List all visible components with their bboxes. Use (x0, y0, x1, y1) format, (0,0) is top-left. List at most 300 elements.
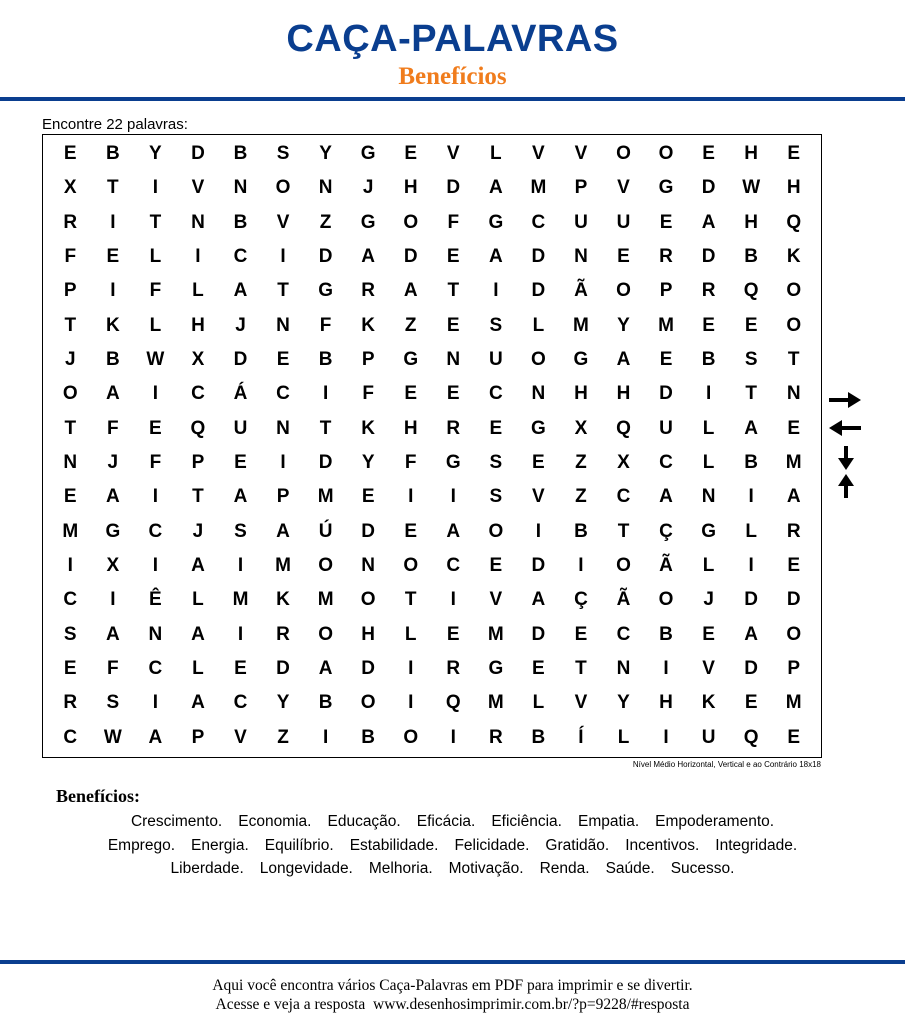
grid-cell[interactable]: H (659, 692, 673, 714)
grid-cell[interactable]: E (489, 417, 503, 439)
grid-cell[interactable]: L (532, 692, 545, 714)
grid-cell[interactable]: D (744, 589, 759, 611)
grid-cell[interactable]: Q (445, 692, 461, 714)
grid-cell[interactable]: R (276, 623, 290, 645)
grid-cell[interactable]: I (748, 486, 754, 508)
grid-cell[interactable]: A (361, 246, 376, 268)
grid-cell[interactable]: G (403, 349, 419, 371)
grid-cell[interactable]: A (276, 520, 290, 542)
word-list-item[interactable]: Emprego. (107, 836, 176, 854)
grid-cell[interactable]: I (578, 555, 584, 577)
grid-cell[interactable]: N (191, 211, 205, 233)
grid-cell[interactable]: N (531, 383, 546, 405)
grid-cell[interactable]: D (531, 623, 546, 645)
grid-cell[interactable]: I (110, 589, 116, 611)
grid-cell[interactable]: D (403, 246, 418, 268)
grid-cell[interactable]: A (701, 211, 716, 233)
grid-cell[interactable]: E (489, 555, 503, 577)
grid-cell[interactable]: J (362, 177, 374, 199)
grid-cell[interactable]: J (107, 452, 119, 474)
grid-cell[interactable]: I (152, 486, 159, 508)
grid-cell[interactable]: T (149, 211, 162, 233)
grid-cell[interactable]: U (574, 211, 588, 233)
grid-cell[interactable]: E (404, 143, 418, 165)
grid-cell[interactable]: C (233, 692, 248, 714)
grid-cell[interactable]: E (276, 349, 290, 371)
grid-cell[interactable]: T (64, 314, 77, 336)
grid-cell[interactable]: L (702, 452, 715, 474)
word-list-item[interactable]: Melhoria. (368, 860, 433, 877)
grid-cell[interactable]: V (702, 658, 715, 680)
grid-cell[interactable]: S (106, 692, 120, 714)
answer-link[interactable]: www.desenhosimprimir.com.br/?p=9228/#resposta (373, 996, 690, 1013)
grid-cell[interactable]: S (489, 452, 503, 474)
grid-cell[interactable]: I (152, 383, 159, 405)
grid-cell[interactable]: D (233, 349, 248, 371)
grid-cell[interactable]: V (574, 692, 588, 714)
grid-cell[interactable]: C (233, 246, 248, 268)
grid-cell[interactable]: F (447, 211, 460, 233)
grid-cell[interactable]: R (701, 280, 716, 302)
grid-cell[interactable]: A (191, 623, 205, 645)
grid-cell[interactable]: V (446, 143, 460, 165)
grid-cell[interactable]: D (531, 246, 546, 268)
grid-cell[interactable]: E (787, 555, 801, 577)
grid-cell[interactable]: D (701, 246, 716, 268)
grid-cell[interactable]: N (276, 314, 290, 336)
grid-cell[interactable]: L (617, 726, 630, 748)
grid-cell[interactable]: G (488, 211, 504, 233)
grid-cell[interactable]: E (404, 383, 418, 405)
grid-cell[interactable]: A (744, 417, 759, 439)
grid-cell[interactable]: S (276, 143, 290, 165)
grid-cell[interactable]: C (63, 726, 78, 748)
grid-cell[interactable]: I (450, 726, 456, 748)
grid-cell[interactable]: P (63, 280, 77, 302)
grid-cell[interactable]: L (404, 623, 417, 645)
grid-cell[interactable]: D (318, 452, 333, 474)
grid-cell[interactable]: F (149, 452, 162, 474)
grid-cell[interactable]: Ã (574, 280, 588, 302)
grid-cell[interactable]: M (317, 486, 334, 508)
grid-cell[interactable]: E (63, 143, 77, 165)
word-list-item[interactable]: Energia. (191, 836, 249, 854)
grid-cell[interactable]: O (62, 383, 78, 405)
grid-cell[interactable]: Ê (149, 589, 162, 611)
grid-cell[interactable]: D (446, 177, 461, 199)
grid-cell[interactable]: O (403, 726, 419, 748)
grid-cell[interactable]: Y (617, 692, 630, 714)
grid-cell[interactable]: C (488, 383, 503, 405)
grid-cell[interactable]: B (318, 692, 333, 714)
grid-cell[interactable]: C (531, 211, 546, 233)
grid-cell[interactable]: A (488, 177, 503, 199)
grid-cell[interactable]: Z (319, 211, 332, 233)
grid-cell[interactable]: K (276, 589, 290, 611)
grid-cell[interactable]: L (745, 520, 757, 542)
grid-cell[interactable]: T (107, 177, 119, 199)
grid-cell[interactable]: E (446, 383, 460, 405)
grid-cell[interactable]: L (490, 143, 502, 165)
grid-cell[interactable]: O (403, 555, 419, 577)
grid-cell[interactable]: V (532, 486, 545, 508)
grid-cell[interactable]: L (702, 417, 715, 439)
grid-cell[interactable]: U (616, 211, 631, 233)
word-list-item[interactable]: Renda. (539, 860, 590, 877)
grid-cell[interactable]: O (488, 520, 504, 542)
grid-cell[interactable]: P (574, 177, 588, 199)
grid-cell[interactable]: U (233, 417, 248, 439)
grid-cell[interactable]: D (701, 177, 716, 199)
grid-cell[interactable]: E (234, 452, 247, 474)
word-list-item[interactable]: Saúde. (605, 860, 655, 877)
grid-cell[interactable]: P (191, 452, 205, 474)
grid-cell[interactable]: M (785, 692, 802, 714)
grid-cell[interactable]: T (404, 589, 417, 611)
grid-cell[interactable]: Z (404, 314, 417, 336)
grid-cell[interactable]: Y (361, 452, 375, 474)
grid-cell[interactable]: I (450, 486, 456, 508)
grid-cell[interactable]: I (237, 555, 244, 577)
grid-cell[interactable]: Ç (574, 589, 588, 611)
grid-cell[interactable]: V (617, 177, 630, 199)
grid-cell[interactable]: B (105, 349, 120, 371)
word-list-item[interactable]: Sucesso. (670, 860, 735, 877)
grid-cell[interactable]: I (110, 211, 116, 233)
grid-cell[interactable]: P (659, 280, 673, 302)
grid-cell[interactable]: P (361, 349, 375, 371)
grid-cell[interactable]: V (574, 143, 588, 165)
grid-cell[interactable]: M (530, 177, 547, 199)
grid-cell[interactable]: E (361, 486, 375, 508)
grid-cell[interactable]: E (702, 623, 715, 645)
grid-cell[interactable]: B (701, 349, 716, 371)
grid-cell[interactable]: W (103, 726, 122, 748)
grid-cell[interactable]: I (322, 726, 329, 748)
grid-cell[interactable]: I (152, 692, 159, 714)
grid-cell[interactable]: T (787, 349, 800, 371)
grid-cell[interactable]: B (659, 623, 673, 645)
grid-cell[interactable]: O (360, 589, 376, 611)
grid-cell[interactable]: G (658, 177, 674, 199)
grid-cell[interactable]: M (487, 623, 504, 645)
grid-cell[interactable]: G (360, 143, 376, 165)
grid-cell[interactable]: E (787, 726, 801, 748)
grid-cell[interactable]: E (787, 417, 801, 439)
grid-cell[interactable]: H (403, 177, 418, 199)
grid-cell[interactable]: L (192, 658, 204, 680)
grid-cell[interactable]: O (616, 555, 631, 577)
grid-cell[interactable]: E (63, 486, 77, 508)
grid-cell[interactable]: R (488, 726, 503, 748)
grid-cell[interactable]: E (63, 658, 77, 680)
grid-cell[interactable]: N (701, 486, 716, 508)
grid-cell[interactable]: L (192, 280, 204, 302)
grid-cell[interactable]: C (659, 452, 673, 474)
grid-cell[interactable]: M (62, 520, 79, 542)
grid-cell[interactable]: H (574, 383, 588, 405)
word-list-item[interactable]: Eficiência. (491, 813, 562, 830)
grid-cell[interactable]: F (149, 280, 162, 302)
grid-cell[interactable]: Z (575, 452, 587, 474)
grid-cell[interactable]: L (192, 589, 204, 611)
grid-cell[interactable]: T (64, 417, 77, 439)
grid-cell[interactable]: Ú (318, 520, 333, 542)
grid-cell[interactable]: A (446, 520, 461, 542)
grid-cell[interactable]: C (616, 623, 631, 645)
grid-cell[interactable]: A (786, 486, 801, 508)
grid-cell[interactable]: I (493, 280, 499, 302)
grid-cell[interactable]: A (105, 623, 120, 645)
grid-cell[interactable]: M (275, 555, 291, 577)
grid-cell[interactable]: D (531, 280, 546, 302)
grid-cell[interactable]: R (786, 520, 801, 542)
grid-cell[interactable]: E (532, 452, 545, 474)
grid-cell[interactable]: V (532, 143, 545, 165)
grid-cell[interactable]: O (786, 623, 802, 645)
grid-cell[interactable]: G (445, 452, 461, 474)
grid-cell[interactable]: K (105, 314, 120, 336)
grid-cell[interactable]: Q (616, 417, 631, 439)
grid-cell[interactable]: A (744, 623, 759, 645)
grid-cell[interactable]: A (659, 486, 673, 508)
grid-cell[interactable]: C (616, 486, 631, 508)
grid-cell[interactable]: M (658, 314, 674, 336)
grid-cell[interactable]: E (744, 692, 758, 714)
grid-cell[interactable]: U (701, 726, 716, 748)
grid-cell[interactable]: N (446, 349, 461, 371)
grid-cell[interactable]: O (360, 692, 376, 714)
grid-cell[interactable]: M (573, 314, 589, 336)
grid-cell[interactable]: Í (578, 726, 584, 748)
grid-cell[interactable]: O (275, 177, 291, 199)
grid-cell[interactable]: A (403, 280, 418, 302)
grid-cell[interactable]: A (105, 486, 120, 508)
grid-cell[interactable]: V (276, 211, 290, 233)
grid-cell[interactable]: H (616, 383, 631, 405)
word-list-item[interactable]: Eficácia. (416, 813, 476, 830)
grid-cell[interactable]: Z (575, 486, 587, 508)
grid-cell[interactable]: G (360, 211, 376, 233)
grid-cell[interactable]: I (67, 555, 73, 577)
grid-cell[interactable]: F (107, 658, 119, 680)
grid-cell[interactable]: E (659, 211, 673, 233)
grid-cell[interactable]: O (786, 314, 802, 336)
grid-cell[interactable]: F (404, 452, 417, 474)
grid-cell[interactable]: J (192, 520, 204, 542)
grid-cell[interactable]: C (191, 383, 205, 405)
grid-cell[interactable]: N (276, 417, 290, 439)
grid-cell[interactable]: I (663, 726, 669, 748)
grid-cell[interactable]: V (191, 177, 205, 199)
grid-cell[interactable]: M (317, 589, 334, 611)
grid-cell[interactable]: E (532, 658, 545, 680)
grid-cell[interactable]: A (318, 658, 333, 680)
grid-cell[interactable]: P (191, 726, 205, 748)
grid-cell[interactable]: I (237, 623, 244, 645)
grid-cell[interactable]: E (574, 623, 588, 645)
grid-cell[interactable]: S (489, 486, 503, 508)
grid-cell[interactable]: I (195, 246, 201, 268)
grid-cell[interactable]: R (446, 417, 461, 439)
grid-cell[interactable]: T (277, 280, 289, 302)
grid-cell[interactable]: T (617, 520, 630, 542)
grid-cell[interactable]: P (276, 486, 290, 508)
grid-cell[interactable]: X (574, 417, 588, 439)
grid-cell[interactable]: I (450, 589, 456, 611)
grid-cell[interactable]: G (701, 520, 716, 542)
grid-cell[interactable]: Y (617, 314, 630, 336)
grid-cell[interactable]: D (659, 383, 673, 405)
grid-cell[interactable]: E (404, 520, 418, 542)
grid-cell[interactable]: E (702, 314, 715, 336)
grid-cell[interactable]: O (616, 143, 631, 165)
grid-cell[interactable]: Y (149, 143, 162, 165)
grid-cell[interactable]: R (63, 211, 78, 233)
word-list-item[interactable]: Empoderamento. (655, 813, 775, 830)
grid-cell[interactable]: C (148, 520, 163, 542)
grid-cell[interactable]: N (574, 246, 588, 268)
grid-cell[interactable]: O (658, 143, 674, 165)
grid-cell[interactable]: J (64, 349, 76, 371)
grid-cell[interactable]: N (318, 177, 333, 199)
grid-cell[interactable]: O (530, 349, 546, 371)
grid-cell[interactable]: T (745, 383, 757, 405)
grid-cell[interactable]: T (319, 417, 332, 439)
grid-cell[interactable]: D (276, 658, 290, 680)
grid-cell[interactable]: B (531, 726, 546, 748)
word-list-item[interactable]: Liberdade. (170, 860, 244, 877)
grid-cell[interactable]: N (616, 658, 631, 680)
grid-cell[interactable]: E (744, 314, 758, 336)
grid-cell[interactable]: Q (190, 417, 206, 439)
grid-cell[interactable]: B (105, 143, 120, 165)
grid-cell[interactable]: E (234, 658, 247, 680)
grid-cell[interactable]: A (616, 349, 631, 371)
grid-cell[interactable]: D (744, 658, 759, 680)
grid-cell[interactable]: E (787, 143, 801, 165)
grid-cell[interactable]: I (535, 520, 542, 542)
grid-cell[interactable]: I (408, 658, 414, 680)
grid-cell[interactable]: B (233, 211, 248, 233)
grid-cell[interactable]: M (487, 692, 504, 714)
grid-cell[interactable]: N (148, 623, 163, 645)
grid-cell[interactable]: I (152, 177, 159, 199)
grid-cell[interactable]: C (148, 658, 163, 680)
grid-cell[interactable]: O (616, 280, 631, 302)
grid-cell[interactable]: I (408, 692, 414, 714)
grid-cell[interactable]: X (191, 349, 205, 371)
grid-cell[interactable]: E (446, 246, 460, 268)
grid-cell[interactable]: A (531, 589, 546, 611)
grid-cell[interactable]: J (235, 314, 246, 336)
grid-cell[interactable]: O (786, 280, 802, 302)
grid-cell[interactable]: G (573, 349, 589, 371)
grid-cell[interactable]: D (786, 589, 801, 611)
grid-cell[interactable]: Ã (659, 555, 673, 577)
grid-cell[interactable]: E (149, 417, 162, 439)
grid-cell[interactable]: G (318, 280, 333, 302)
grid-cell[interactable]: T (447, 280, 460, 302)
grid-cell[interactable]: Ã (616, 589, 631, 611)
grid-cell[interactable]: E (702, 143, 715, 165)
grid-cell[interactable]: R (446, 658, 461, 680)
grid-cell[interactable]: B (318, 349, 333, 371)
grid-cell[interactable]: D (191, 143, 205, 165)
grid-cell[interactable]: C (63, 589, 78, 611)
grid-cell[interactable]: A (191, 692, 205, 714)
grid-cell[interactable]: I (705, 383, 712, 405)
grid-cell[interactable]: S (63, 623, 77, 645)
grid-cell[interactable]: Q (743, 726, 759, 748)
grid-cell[interactable]: V (234, 726, 247, 748)
word-list-item[interactable]: Crescimento. (130, 813, 223, 830)
grid-cell[interactable]: Y (319, 143, 332, 165)
grid-cell[interactable]: H (361, 623, 376, 645)
grid-cell[interactable]: D (318, 246, 333, 268)
grid-cell[interactable]: L (532, 314, 545, 336)
grid-cell[interactable]: N (361, 555, 376, 577)
grid-cell[interactable]: I (322, 383, 329, 405)
grid-cell[interactable]: I (748, 555, 754, 577)
grid-cell[interactable]: L (702, 555, 715, 577)
grid-cell[interactable]: W (742, 177, 761, 199)
grid-cell[interactable]: B (361, 726, 376, 748)
word-list-item[interactable]: Incentivos. (625, 836, 700, 854)
word-list-item[interactable]: Estabilidade. (349, 836, 439, 854)
grid-cell[interactable]: L (149, 314, 162, 336)
grid-cell[interactable]: H (744, 143, 759, 165)
word-list-item[interactable]: Felicidade. (454, 836, 530, 854)
grid-cell[interactable]: E (106, 246, 120, 268)
grid-cell[interactable]: M (232, 589, 249, 611)
grid-cell[interactable]: O (318, 623, 333, 645)
grid-cell[interactable]: L (149, 246, 162, 268)
word-list-item[interactable]: Integridade. (715, 836, 798, 854)
grid-cell[interactable]: A (191, 555, 205, 577)
grid-cell[interactable]: X (63, 177, 77, 199)
grid-cell[interactable]: A (233, 486, 248, 508)
grid-cell[interactable]: O (658, 589, 674, 611)
grid-cell[interactable]: Y (276, 692, 290, 714)
grid-cell[interactable]: I (280, 452, 286, 474)
grid-cell[interactable]: R (63, 692, 78, 714)
grid-cell[interactable]: S (234, 520, 247, 542)
grid-cell[interactable]: D (361, 658, 376, 680)
grid-cell[interactable]: F (319, 314, 332, 336)
grid-cell[interactable]: Ç (659, 520, 673, 542)
grid-cell[interactable]: G (530, 417, 546, 439)
grid-cell[interactable]: B (574, 520, 588, 542)
grid-cell[interactable]: I (280, 246, 286, 268)
grid-cell[interactable]: I (408, 486, 414, 508)
grid-cell[interactable]: N (233, 177, 248, 199)
grid-cell[interactable]: I (663, 658, 669, 680)
grid-cell[interactable]: Z (277, 726, 289, 748)
grid-cell[interactable]: H (191, 314, 205, 336)
grid-cell[interactable]: Q (743, 280, 759, 302)
grid-cell[interactable]: B (744, 246, 759, 268)
grid-cell[interactable]: Q (786, 211, 802, 233)
grid-cell[interactable]: I (110, 280, 116, 302)
grid-cell[interactable]: U (659, 417, 673, 439)
grid-cell[interactable]: X (617, 452, 630, 474)
grid-cell[interactable]: H (744, 211, 759, 233)
grid-cell[interactable]: N (786, 383, 801, 405)
grid-cell[interactable]: V (489, 589, 503, 611)
grid-cell[interactable]: C (276, 383, 290, 405)
grid-cell[interactable]: C (446, 555, 461, 577)
